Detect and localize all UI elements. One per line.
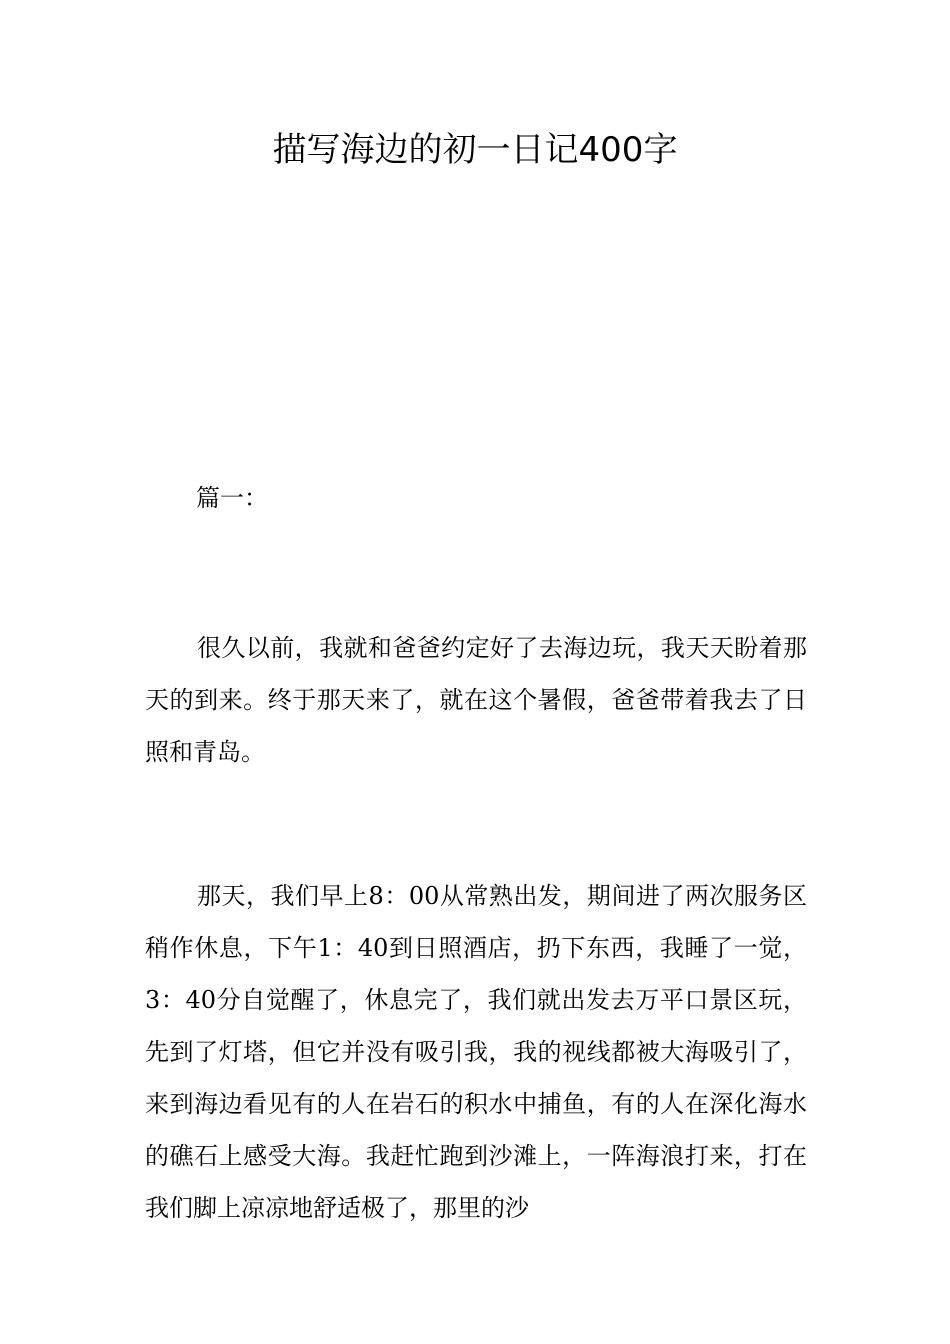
document-title: 描写海边的初一日记400字 bbox=[272, 130, 678, 170]
paragraph-2: 那天，我们早上8：00从常熟出发，期间进了两次服务区稍作休息，下午1：40到日照酒店，扔下东西，我睡了一觉，3：40分自觉醒了，休息完了，我们就出发去万平口景区玩，先到了灯塔，但它并没有吸引我，我的视线都被大海吸引了，来到海边看见有的人在岩石的积水中捕鱼，有的人在深化海水的礁石上感受大海。我赶忙跑到沙滩上，一阵海浪打来，打在我们脚上凉凉地舒适极了，那里的沙 bbox=[145, 882, 807, 1222]
paragraph-1: 很久以前，我就和爸爸约定好了去海边玩，我天天盼着那天的到来。终于那天来了，就在这个暑假，爸爸带着我去了日照和青岛。 bbox=[145, 634, 807, 766]
section-heading: 篇一： bbox=[196, 484, 268, 512]
